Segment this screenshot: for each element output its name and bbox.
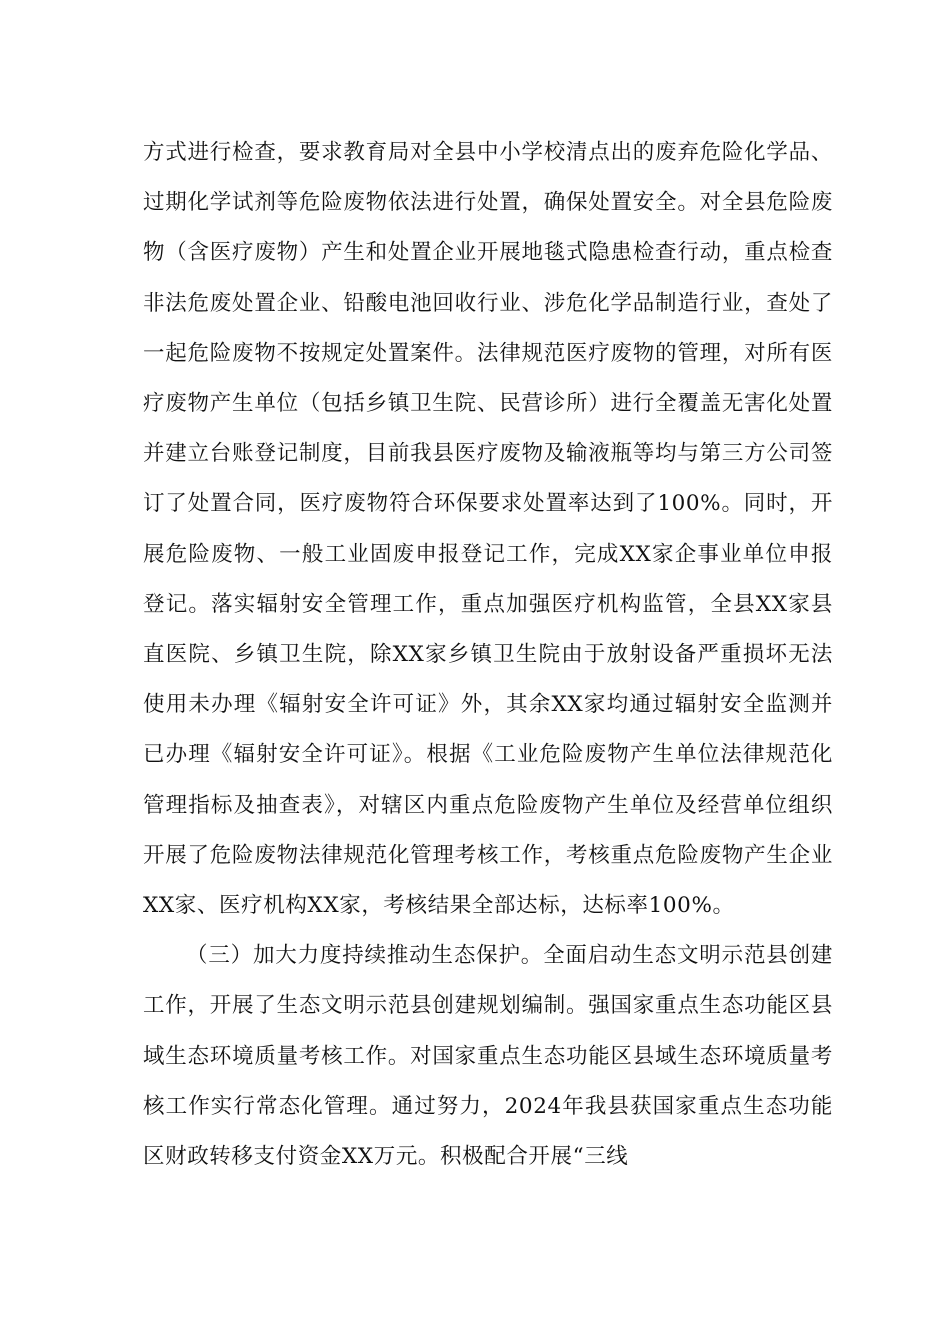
paragraph-hazardous-waste: 方式进行检查，要求教育局对全县中小学校清点出的废弃危险化学品、过期化学试剂等危险废物依法进行处置，确保处置安全。对全县危险废物（含医疗废物）产生和处置企业开展地毯式隐患检查行动，重点检查非法危废处置企业、铅酸电池回收行业、涉危化学品制造行业，查处了一起危险废物不按规定处置案件。法律规范医疗废物的管理，对所有医疗废物产生单位（包括乡镇卫生院、民营诊所）进行全覆盖无害化处置并建立台账登记制度，目前我县医疗废物及输液瓶等均与第三方公司签订了处置合同，医疗废物符合环保要求处置率达到了100%。同时，开展危险废物、一般工业固废申报登记工作，完成XX家企事业单位申报登记。落实辐射安全管理工作，重点加强医疗机构监管，全县XX家县直医院、乡镇卫生院，除XX家乡镇卫生院由于放射设备严重损坏无法使用未办理《辐射安全许可证》外，其余XX家均通过辐射安全监测并已办理《辐射安全许可证》。根据《工业危险废物产生单位法律规范化管理指标及抽查表》，对辖区内重点危险废物产生单位及经营单位组织开展了危险废物法律规范化管理考核工作，考核重点危险废物产生企业XX家、医疗机构XX家，考核结果全部达标，达标率100%。 (143, 140, 833, 919)
paragraph-ecological-protection: （三）加大力度持续推动生态保护。全面启动生态文明示范县创建工作，开展了生态文明示范县创建规划编制。强国家重点生态功能区县域生态环境质量考核工作。对国家重点生态功能区县域生态环境质量考核工作实行常态化管理。通过努力，2024年我县获国家重点生态功能区财政转移支付资金XX万元。积极配合开展“三线 (143, 943, 833, 1170)
document-body (143, 128, 833, 1182)
